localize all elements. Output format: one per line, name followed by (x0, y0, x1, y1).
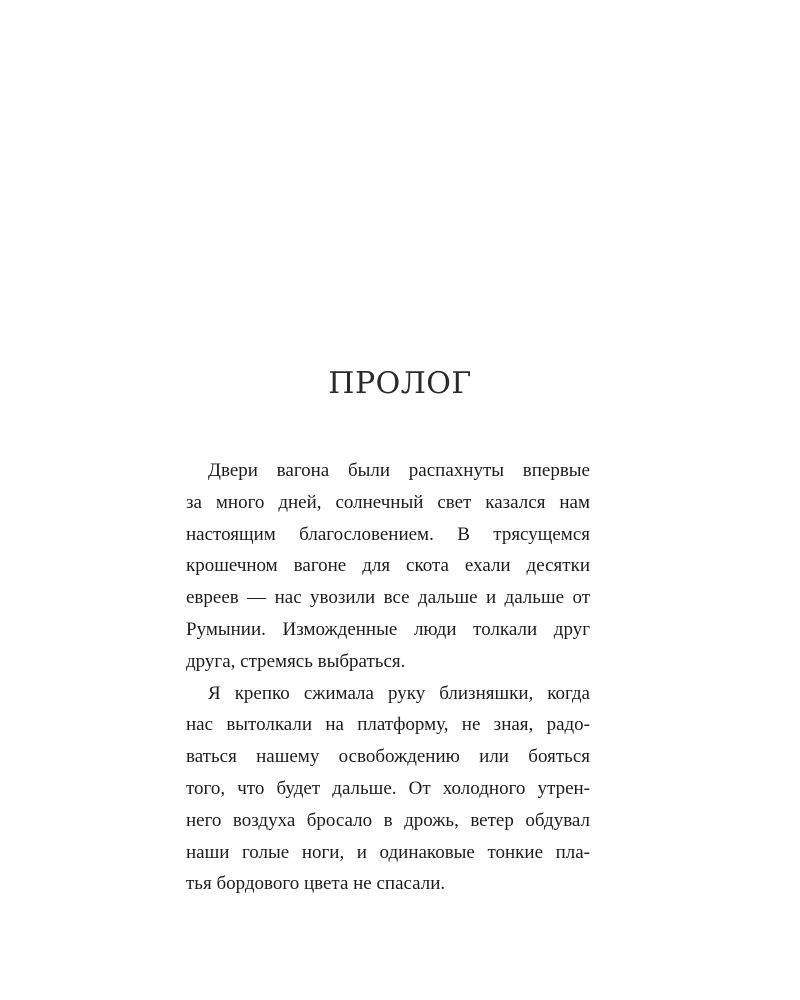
text-line: Румынии. Изможденные люди толкали друг (186, 618, 590, 640)
text-line: ваться нашему освобождению или бояться (186, 746, 590, 768)
text-line: тья бордового цвета не спасали. (186, 873, 446, 895)
text-line: за много дней, солнечный свет казался нам (186, 491, 590, 513)
text-line: наши голые ноги, и одинаковые тонкие пла- (186, 841, 590, 863)
text-line: него воздуха бросало в дрожь, ветер обдувал (186, 809, 590, 831)
text-line: нас вытолкали на платформу, не зная, радо- (186, 714, 590, 736)
text-line: евреев — нас увозили все дальше и дальше от (186, 587, 590, 609)
text-line: настоящим благословением. В трясущемся (186, 523, 590, 545)
text-line: Я крепко сжимала руку близняшки, когда (208, 682, 590, 704)
text-line: Двери вагона были распахнуты впервые (208, 460, 590, 481)
text-line: друга, стремясь выбраться. (186, 650, 406, 672)
body-text (186, 455, 590, 900)
text-line: крошечном вагоне для скота ехали десятки (186, 555, 590, 577)
paragraph-2 (186, 678, 590, 901)
paragraph-1 (186, 455, 590, 678)
text-line: того, что будет дальше. От холодного утрен- (186, 777, 590, 799)
chapter-title: ПРОЛОГ (328, 366, 472, 401)
